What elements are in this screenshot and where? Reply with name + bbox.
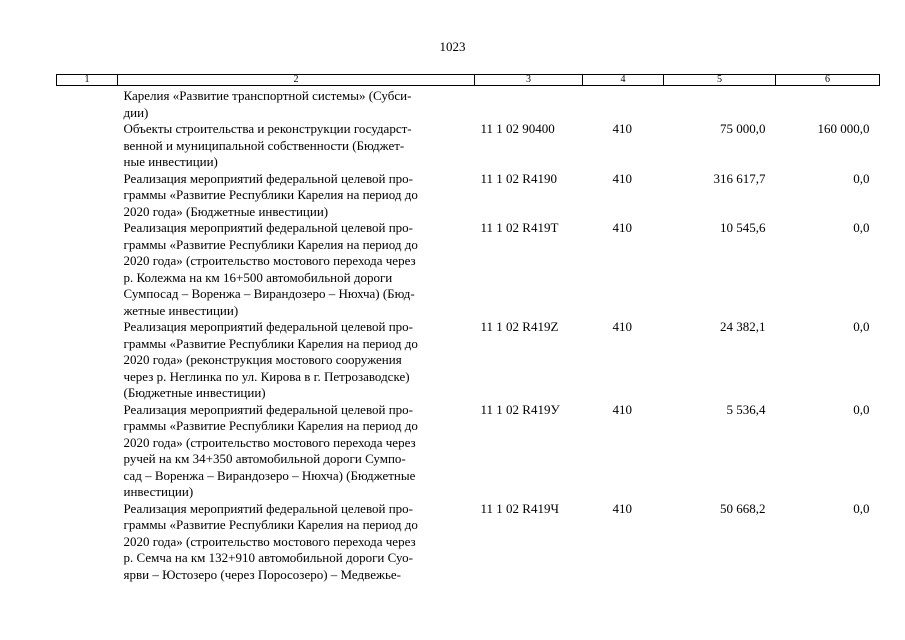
- cell-number: [57, 319, 118, 402]
- cell-name: Реализация мероприятий федеральной целевой про- граммы «Развитие Республики Карелия на период до 2020 года» (строительство мостового перехода через р. Колежма на км 16+500 автомобильной дороги Сумпосад – Воренжа – Вирандозеро – Нюхча) (Бюд- жетные инвестиции): [123, 220, 418, 318]
- cell-expense-type: 410: [612, 220, 632, 235]
- cell-code: 11 1 02 R419Т: [480, 220, 559, 235]
- page-number: 1023: [439, 39, 466, 54]
- table-row: [57, 171, 880, 221]
- cell-expense-type: [583, 88, 664, 121]
- cell-amount-col5: [664, 88, 776, 121]
- cell-amount-col5: 5 536,4: [726, 401, 766, 417]
- cell-amount-col5: 75 000,0: [720, 121, 766, 136]
- cell-amount-col5: 10 545,6: [720, 220, 766, 235]
- cell-amount-col6: [776, 88, 880, 121]
- cell-code: 11 1 02 R419Z: [480, 319, 559, 334]
- cell-name: Реализация мероприятий федеральной целевой про- граммы «Развитие Республики Карелия на период до 2020 года» (строительство мостового перехода через р. Семча на км 132+910 автомобильной дороги Суо- ярви – Юстозеро (через Поросозеро) – Медвежье-: [123, 500, 418, 582]
- cell-expense-type: 410: [612, 401, 632, 417]
- cell-amount-col6: 0,0: [853, 401, 870, 417]
- cell-expense-type: 410: [612, 500, 632, 516]
- table-row: [57, 88, 880, 121]
- cell-number: [57, 88, 118, 121]
- cell-expense-type: 410: [612, 170, 632, 186]
- table-row: [57, 220, 880, 319]
- cell-code: 11 1 02 90400: [480, 121, 555, 136]
- cell-amount-col6: 160 000,0: [817, 121, 870, 136]
- cell-number: [57, 171, 118, 221]
- table-body: [57, 86, 880, 584]
- cell-name: Реализация мероприятий федеральной целевой про- граммы «Развитие Республики Карелия на период до 2020 года» (строительство мостового перехода через ручей на км 34+350 автомобильной дороги Сумпо- сад – Воренжа – Вирандозеро – Нюхча) (Бюджетные инвестиции): [123, 401, 418, 499]
- column-number-row: [57, 75, 880, 86]
- column-header-1: 1: [57, 75, 118, 86]
- cell-expense-type: 410: [612, 121, 632, 136]
- cell-expense-type: 410: [612, 319, 632, 334]
- cell-amount-col5: 316 617,7: [713, 170, 766, 186]
- cell-amount-col6: 0,0: [853, 170, 870, 186]
- cell-name: Объекты строительства и реконструкции государст- венной и муниципальной собственности (Бюджет- ные инвестиции): [123, 121, 412, 169]
- cell-code: 11 1 02 R419У: [480, 401, 560, 417]
- column-header-6: 6: [776, 75, 880, 86]
- cell-name: Реализация мероприятий федеральной целевой про- граммы «Развитие Республики Карелия на период до 2020 года» (Бюджетные инвестиции): [123, 170, 418, 219]
- column-header-4: 4: [583, 75, 664, 86]
- column-header-5: 5: [664, 75, 776, 86]
- cell-amount-col5: 24 382,1: [720, 319, 766, 334]
- cell-amount-col6: 0,0: [853, 319, 870, 334]
- budget-table: [56, 74, 880, 583]
- cell-amount-col6: 0,0: [853, 500, 870, 516]
- table-header: [57, 75, 880, 86]
- table-row: [57, 121, 880, 171]
- cell-name: Карелия «Развитие транспортной системы» (Субси- дии): [123, 88, 412, 120]
- column-header-2: 2: [118, 75, 475, 86]
- table-row: [57, 501, 880, 584]
- table-row: [57, 402, 880, 501]
- cell-name: Реализация мероприятий федеральной целевой про- граммы «Развитие Республики Карелия на период до 2020 года» (реконструкция мостового сооружения через р. Неглинка по ул. Кирова в г. Петрозаводске) (Бюджетные инвестиции): [123, 319, 418, 400]
- cell-code: 11 1 02 R4190: [480, 170, 557, 186]
- cell-amount-col5: 50 668,2: [720, 500, 766, 516]
- table-row: [57, 319, 880, 402]
- cell-number: [57, 121, 118, 171]
- column-header-3: 3: [475, 75, 583, 86]
- cell-code: 11 1 02 R419Ч: [480, 500, 559, 516]
- cell-number: [57, 402, 118, 501]
- cell-amount-col6: 0,0: [853, 220, 870, 235]
- cell-number: [57, 220, 118, 319]
- cell-code: [475, 88, 583, 121]
- cell-number: [57, 501, 118, 584]
